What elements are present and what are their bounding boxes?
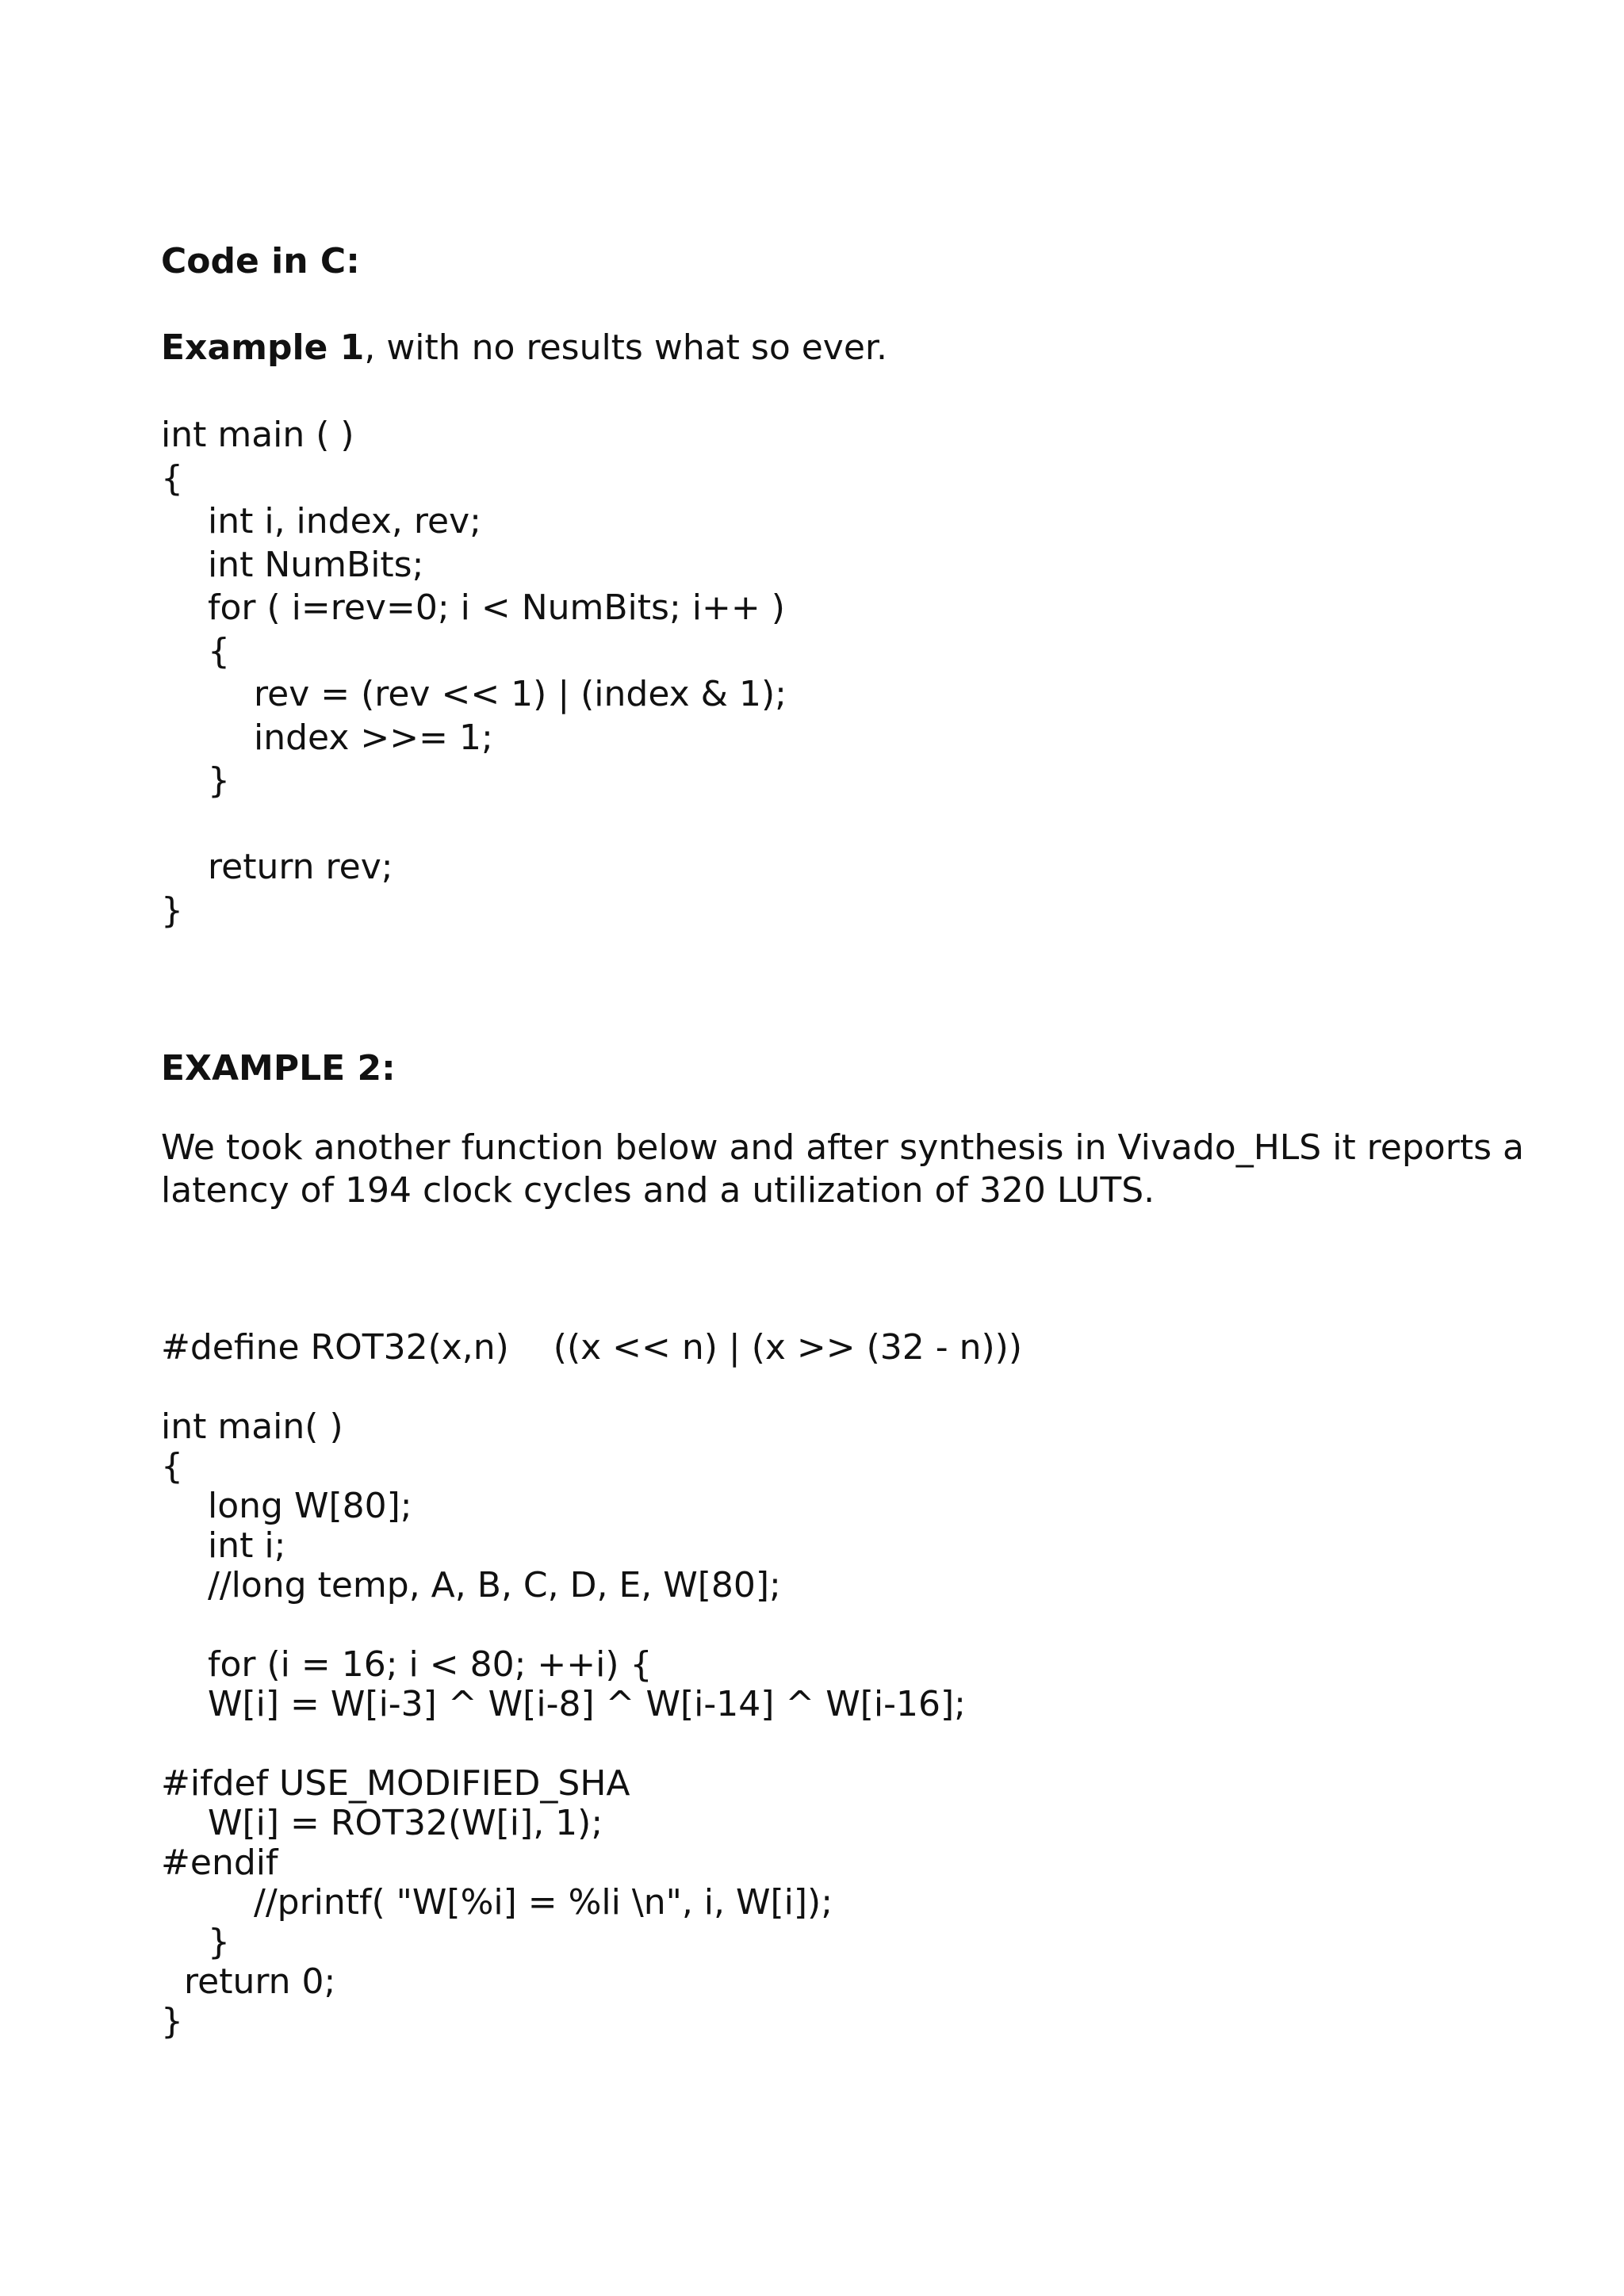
code-line: long W[80]; [208,1486,412,1526]
code-line: int i, index, rev; [208,501,481,541]
code-line: //long temp, A, B, C, D, E, W[80]; [208,1565,781,1605]
example2-paragraph [161,1127,1524,1212]
code-line: { [161,458,183,499]
page-heading: Code in C: [161,241,360,281]
code-line: { [208,631,230,672]
code-line: W[i] = ROT32(W[i], 1); [208,1803,603,1843]
code-line: } [161,2001,183,2042]
code-line: } [208,760,230,801]
code-line: { [161,1446,183,1487]
code-line: int main ( ) [161,415,354,455]
code-line: W[i] = W[i-3] ^ W[i-8] ^ W[i-14] ^ W[i-16]; [208,1684,966,1724]
code-line: for (i = 16; i < 80; ++i) { [208,1644,653,1685]
example1-text: , with no results what so ever. [364,327,887,368]
code-line: #define ROT32(x,n) ((x << n) | (x >> (32 - n))) [161,1327,1023,1368]
code-line: rev = (rev << 1) | (index & 1); [254,674,787,714]
example1-intro [161,327,887,369]
code-line: return rev; [208,847,393,887]
code-line: int NumBits; [208,545,424,585]
code-line: #ifdef USE_MODIFIED_SHA [161,1763,630,1804]
code-line: int main( ) [161,1406,343,1447]
code-line: for ( i=rev=0; i < NumBits; i++ ) [208,587,785,628]
paragraph-line: We took another function below and after synthesis in Vivado_HLS it reports a [161,1127,1524,1168]
example2-heading: EXAMPLE 2: [161,1048,396,1089]
code-line: #endif [161,1843,278,1883]
code-line: return 0; [184,1961,336,2002]
code-line: index >>= 1; [254,718,493,758]
code-line: } [161,890,183,931]
code-line: //printf( "W[%i] = %li \n", i, W[i]); [254,1882,833,1923]
paragraph-line: latency of 194 clock cycles and a utilization of 320 LUTS. [161,1170,1155,1211]
example1-label: Example 1 [161,327,365,368]
code-line: int i; [208,1525,286,1566]
code-line: } [208,1922,230,1962]
